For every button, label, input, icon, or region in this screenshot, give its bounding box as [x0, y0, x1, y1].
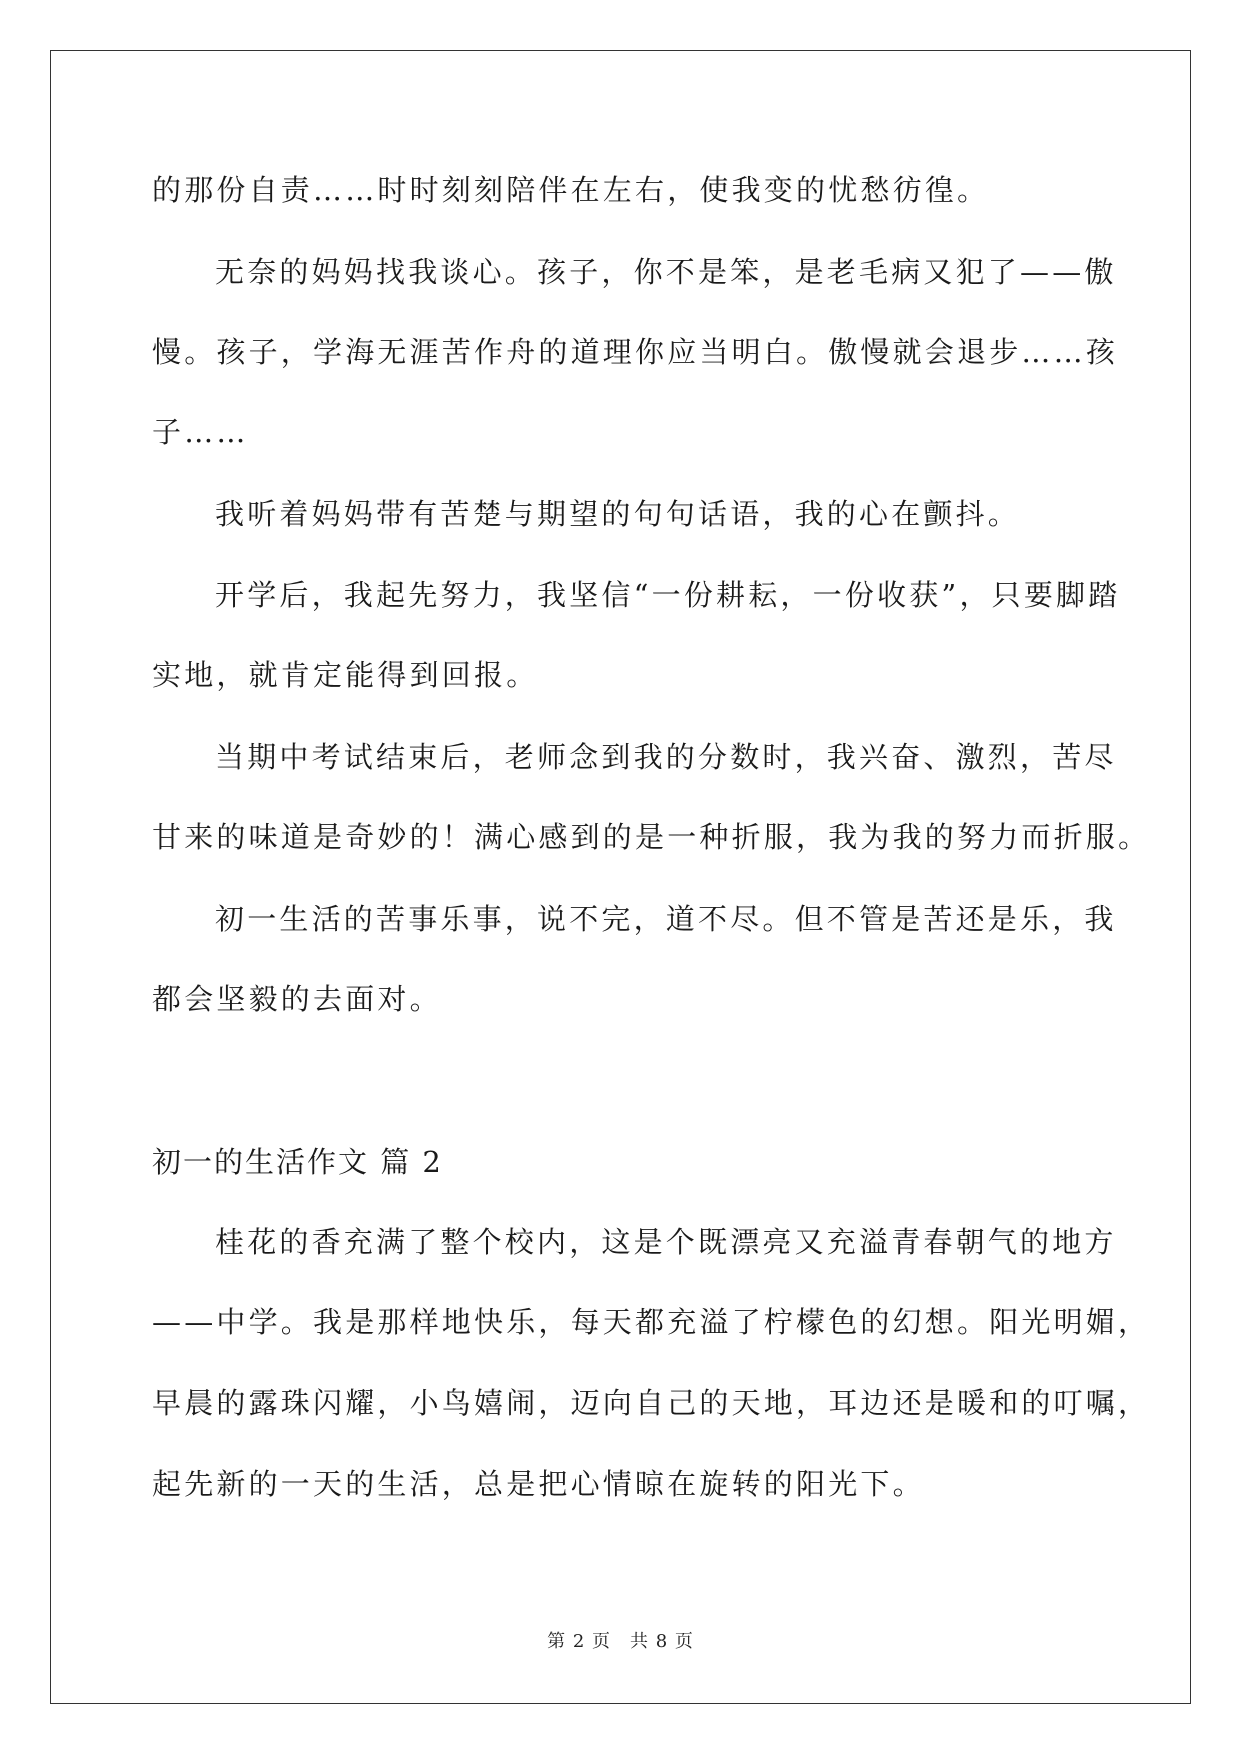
text-line: 我听着妈妈带有苦楚与期望的句句话语，我的心在颤抖。	[215, 497, 1021, 531]
text-line: 初一生活的苦事乐事，说不完，道不尽。但不管是苦还是乐，我	[215, 902, 1117, 936]
text-line: 起先新的一天的生活，总是把心情晾在旋转的阳光下。	[152, 1467, 925, 1501]
text-line: 无奈的妈妈找我谈心。孩子，你不是笨，是老毛病又犯了——傲	[215, 255, 1117, 289]
text-line: 子……	[152, 415, 249, 449]
text-line: 甘来的味道是奇妙的！满心感到的是一种折服，我为我的努力而折服。	[152, 820, 1151, 854]
text-line: 早晨的露珠闪耀，小鸟嬉闹，迈向自己的天地，耳边还是暖和的叮嘱，	[152, 1386, 1151, 1420]
section-heading: 初一的生活作文 篇 2	[152, 1145, 443, 1179]
text-line: 桂花的香充满了整个校内，这是个既漂亮又充溢青春朝气的地方	[215, 1225, 1117, 1259]
page-number-footer: 第 2 页 共 8 页	[547, 1631, 694, 1652]
text-line: ——中学。我是那样地快乐，每天都充溢了柠檬色的幻想。阳光明媚，	[152, 1305, 1151, 1339]
text-line: 慢。孩子，学海无涯苦作舟的道理你应当明白。傲慢就会退步……孩	[152, 335, 1119, 369]
page-frame	[50, 50, 1191, 1704]
text-line: 开学后，我起先努力，我坚信“一份耕耘，一份收获”，只要脚踏	[215, 578, 1121, 612]
text-line: 当期中考试结束后，老师念到我的分数时，我兴奋、激烈，苦尽	[215, 740, 1117, 774]
text-line: 的那份自责……时时刻刻陪伴在左右，使我变的忧愁彷徨。	[152, 173, 990, 207]
text-line: 实地，就肯定能得到回报。	[152, 658, 539, 692]
text-line: 都会坚毅的去面对。	[152, 982, 442, 1016]
